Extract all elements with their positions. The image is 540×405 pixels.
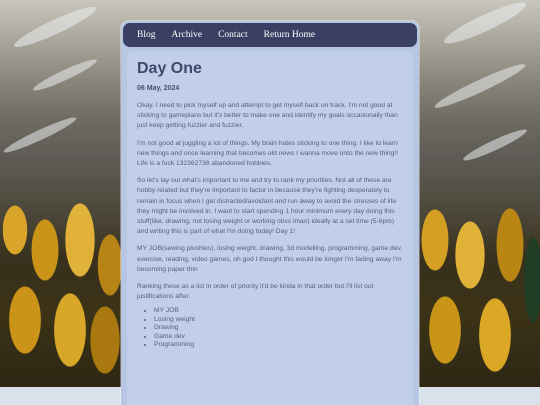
post-paragraph: MY JOB(sewing plushies), losing weight, drawing, 3d modelling, programming, game dev, exercise, reading, video games, oh god I thought this would be longer I'm fading away I'm becoming paper thin (137, 245, 403, 273)
post-paragraph: Okay. I need to pick myself up and attempt to get myself back on track. I'm not good at sticking to gameplans but it's better to make one and identify my goals occasionally than just keep getting fuzzier and fuzzier. (137, 102, 398, 130)
post-content (127, 51, 413, 405)
list-item: • Losing weight (154, 316, 403, 324)
list-item: • Game dev (154, 333, 403, 341)
post-paragraph: So let's lay out what's important to me and try to rank my priorities. Not all of these are hobby related but they're important to factor in because they're fighting desperately to remain in focus when I get distracted/avoidant and run away to avoid the stresses of life they might be involved in. I want to start spending 1 hour minimum every day doing this stuff(like, drawing, not losing weight or working obvs lmao) ideally at a set time (5-6pm) and writing this is part of what I'm doing today! Day 1! (137, 177, 397, 236)
post-title: Day One (137, 60, 202, 77)
navbar (123, 23, 417, 47)
priority-list (137, 307, 403, 349)
post-date: 06 May, 2024 (137, 85, 180, 92)
list-item: • Programming (154, 341, 403, 349)
snow-left (0, 387, 125, 405)
nav-link-archive[interactable]: Archive (171, 30, 203, 40)
list-item: • Drawing (154, 324, 403, 332)
snow-right (415, 387, 540, 405)
post-paragraph: I'm not good at juggling a lot of things. My brain hates sticking to one thing. I like to learn new things and once learning that becomes old news I wanna move onto the new thing!! Life is a fuck 132362738 abandoned hobbies. (137, 139, 398, 168)
list-item: • MY JOB (154, 307, 403, 315)
nav-link-contact[interactable]: Contact (218, 30, 248, 40)
blog-page (121, 21, 419, 405)
forest-left (0, 170, 125, 405)
post-paragraph: Ranking these as a list in order of priority it'd be kinda in that order but I'll list out justifications after. (137, 283, 374, 301)
forest-right (415, 170, 540, 405)
nav-link-return-home[interactable]: Return Home (263, 30, 316, 40)
nav-link-blog[interactable]: Blog (137, 30, 156, 40)
